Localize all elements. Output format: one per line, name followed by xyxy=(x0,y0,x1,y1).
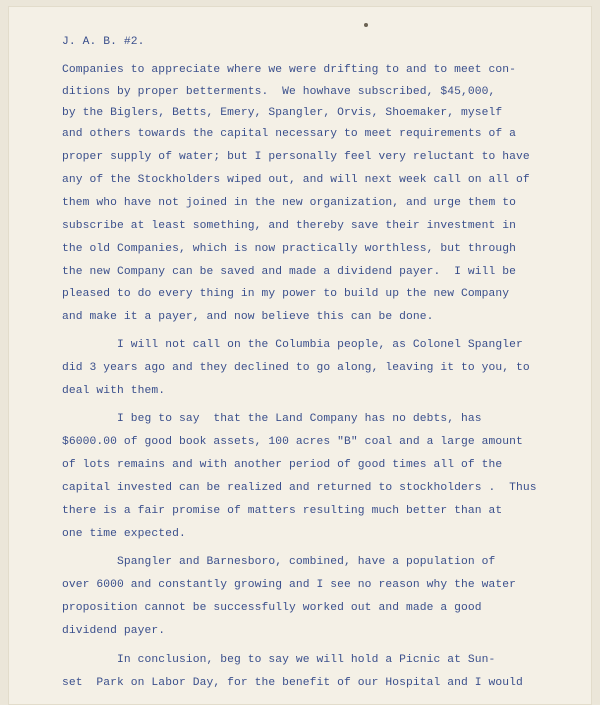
text-line-23: over 6000 and constantly growing and I see no reason why the water xyxy=(62,579,517,591)
text-line-14: did 3 years ago and they declined to go along, leaving it to you, to xyxy=(62,362,530,374)
text-line-6: any of the Stockholders wiped out, and will next week call on all of xyxy=(62,174,530,186)
text-line-26: In conclusion, beg to say we will hold a Picnic at Sun- xyxy=(62,654,496,666)
text-line-5: proper supply of water; but I personally feel very reluctant to have xyxy=(62,151,530,163)
text-line-27: set Park on Labor Day, for the benefit of our Hospital and I would xyxy=(62,677,523,689)
text-line-8: subscribe at least something, and thereby save their investment in xyxy=(62,220,517,232)
text-line-3: by the Biglers, Betts, Emery, Spangler, Orvis, Shoemaker, myself xyxy=(62,107,503,119)
text-line-24: proposition cannot be successfully worked out and made a good xyxy=(62,602,482,614)
text-line-16: I beg to say that the Land Company has no debts, has xyxy=(62,413,482,425)
text-line-1: Companies to appreciate where we were drifting to and to meet con- xyxy=(62,64,517,76)
text-line-25: dividend payer. xyxy=(62,625,166,637)
text-line-18: of lots remains and with another period of good times all of the xyxy=(62,459,503,471)
text-line-15: deal with them. xyxy=(62,385,166,397)
text-line-12: and make it a payer, and now believe this can be done. xyxy=(62,311,434,323)
text-line-19: capital invested can be realized and returned to stockholders . Thus xyxy=(62,482,537,494)
text-line-2: ditions by proper betterments. We howhave subscribed, $45,000, xyxy=(62,86,496,98)
text-line-17: $6000.00 of good book assets, 100 acres "B" coal and a large amount xyxy=(62,436,523,448)
text-line-9: the old Companies, which is now practically worthless, but through xyxy=(62,243,517,255)
text-line-21: one time expected. xyxy=(62,528,186,540)
text-line-22: Spangler and Barnesboro, combined, have a population of xyxy=(62,556,496,568)
text-line-10: the new Company can be saved and made a dividend payer. I will be xyxy=(62,266,517,278)
text-line-20: there is a fair promise of matters resulting much better than at xyxy=(62,505,503,517)
page-heading: J. A. B. #2. xyxy=(62,36,145,48)
text-line-11: pleased to do every thing in my power to build up the new Company xyxy=(62,288,510,300)
pin-hole-mark xyxy=(364,23,368,27)
text-line-13: I will not call on the Columbia people, as Colonel Spangler xyxy=(62,339,523,351)
text-line-7: them who have not joined in the new organization, and urge them to xyxy=(62,197,517,209)
text-line-4: and others towards the capital necessary to meet requirements of a xyxy=(62,128,517,140)
